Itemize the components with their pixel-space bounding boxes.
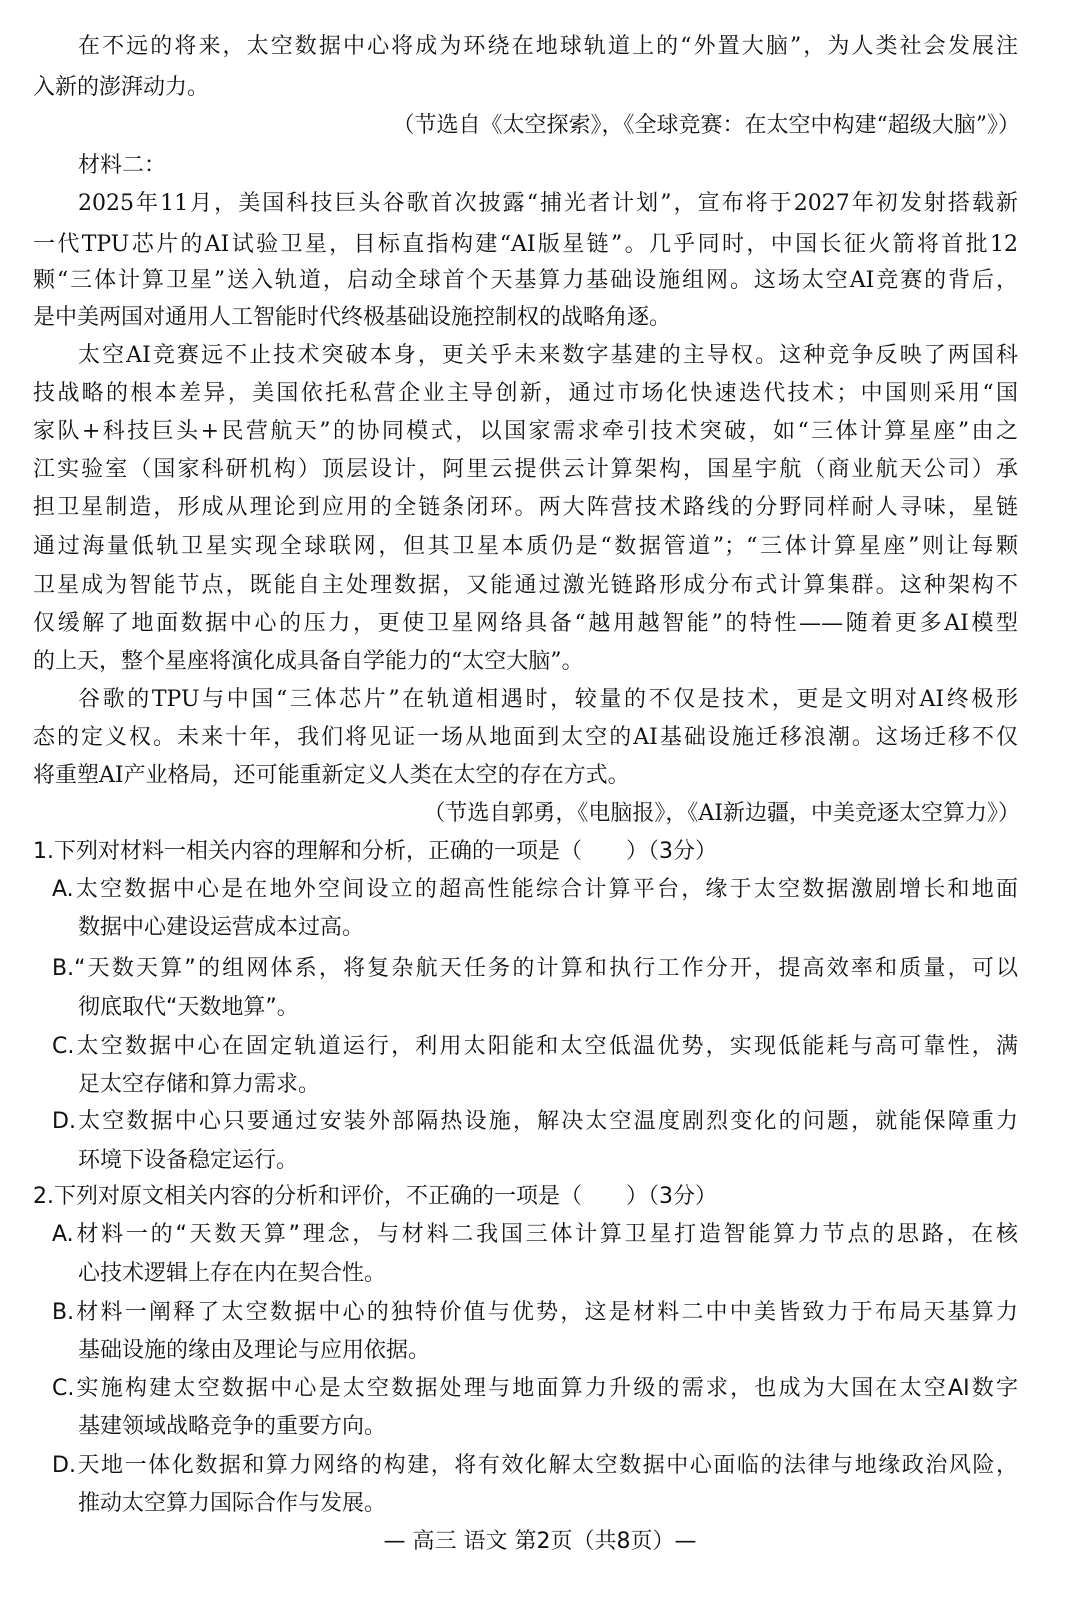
question-2-option-d-line: D.天地一体化数据和算力网络的构建，将有效化解太空数据中心面临的法律与地缘政治风险，	[52, 1453, 1018, 1478]
material1-paragraph-line: 在不远的将来，太空数据中心将成为环绕在地球轨道上的“外置大脑”，为人类社会发展注	[78, 34, 1018, 59]
question-1-option-d-line: D.太空数据中心只要通过安装外部隔热设施，解决太空温度剧烈变化的问题，就能保障重力	[52, 1109, 1018, 1134]
material2-para2-line: 卫星成为智能节点，既能自主处理数据，又能通过激光链路形成分布式计算集群。这种架构不	[33, 573, 1018, 598]
question-1-option-a-line: A.太空数据中心是在地外空间设立的超高性能综合计算平台，缘于太空数据激剧增长和地面	[52, 877, 1018, 902]
material2-para2-line: 技战略的根本差异，美国依托私营企业主导创新，通过市场化快速迭代技术；中国则采用“国	[33, 381, 1018, 406]
question-2-stem: 2.下列对原文相关内容的分析和评价，不正确的一项是（ ）（3分）	[33, 1184, 717, 1209]
material2-para1-line: 一代TPU芯片的AI试验卫星，目标直指构建“AI版星链”。几乎同时，中国长征火箭将首批12	[33, 232, 1018, 257]
material2-para2-line: 通过海量低轨卫星实现全球联网，但其卫星本质仍是“数据管道”；“三体计算星座”则让每颗	[33, 534, 1018, 559]
question-2-option-a-line: 心技术逻辑上存在内在契合性。	[78, 1261, 387, 1286]
material2-para2-line: 的上天，整个星座将演化成具备自学能力的“太空大脑”。	[33, 649, 584, 674]
question-2-option-c-line: C.实施构建太空数据中心是太空数据处理与地面算力升级的需求，也成为大国在太空AI数字	[52, 1376, 1018, 1401]
page-footer: — 高三 语文 第2页（共8页）—	[383, 1529, 697, 1554]
question-1-option-b-line: 彻底取代“天数地算”。	[78, 995, 299, 1020]
question-1-option-c-line: C.太空数据中心在固定轨道运行，利用太阳能和太空低温优势，实现低能耗与高可靠性，满	[52, 1034, 1018, 1059]
question-1-option-b-line: B.“天数天算”的组网体系，将复杂航天任务的计算和执行工作分开，提高效率和质量，可以	[52, 956, 1018, 981]
material2-para2-line: 家队+科技巨头+民营航天”的协同模式，以国家需求牵引技术突破，如“三体计算星座”由之	[33, 419, 1018, 444]
material2-para3-line: 态的定义权。未来十年，我们将见证一场从地面到太空的AI基础设施迁移浪潮。这场迁移不仅	[33, 725, 1018, 750]
material2-para2-line: 仅缓解了地面数据中心的压力，更使卫星网络具备“越用越智能”的特性——随着更多AI模型	[33, 611, 1018, 636]
question-1-option-a-line: 数据中心建设运营成本过高。	[78, 915, 365, 940]
material1-source: （节选自《太空探索》，《全球竞赛：在太空中构建“超级大脑”》）	[392, 113, 1020, 138]
question-2-option-d-line: 推动太空算力国际合作与发展。	[78, 1491, 387, 1516]
material2-para1-line: 颗“三体计算卫星”送入轨道，启动全球首个天基算力基础设施组网。这场太空AI竞赛的背后，	[33, 268, 1018, 293]
question-1-stem: 1.下列对材料一相关内容的理解和分析，正确的一项是（ ）（3分）	[33, 839, 717, 864]
question-2-option-c-line: 基建领域战略竞争的重要方向。	[78, 1414, 387, 1439]
question-2-option-b-line: 基础设施的缘由及理论与应用依据。	[78, 1338, 431, 1363]
material2-para2-line: 担卫星制造，形成从理论到应用的全链条闭环。两大阵营技术路线的分野同样耐人寻味，星链	[33, 495, 1018, 520]
material2-para1-line: 2025年11月，美国科技巨头谷歌首次披露“捕光者计划”，宣布将于2027年初发射搭载新	[78, 191, 1018, 216]
material2-para3-line: 谷歌的TPU与中国“三体芯片”在轨道相遇时，较量的不仅是技术，更是文明对AI终极形	[78, 687, 1018, 712]
question-1-option-c-line: 足太空存储和算力需求。	[78, 1072, 321, 1097]
question-1-option-d-line: 环境下设备稳定运行。	[78, 1148, 299, 1173]
material2-source: （节选自郭勇，《电脑报》，《AI新边疆，中美竞逐太空算力》）	[423, 801, 1020, 826]
material2-para3-line: 将重塑AI产业格局，还可能重新定义人类在太空的存在方式。	[33, 763, 630, 788]
material2-para1-line: 是中美两国对通用人工智能时代终极基础设施控制权的战略角逐。	[33, 305, 672, 330]
question-2-option-b-line: B.材料一阐释了太空数据中心的独特价值与优势，这是材料二中中美皆致力于布局天基算力	[52, 1300, 1018, 1325]
material1-paragraph-line: 入新的澎湃动力。	[33, 75, 210, 100]
material2-heading: 材料二：	[78, 153, 167, 178]
material2-para2-line: 太空AI竞赛远不止技术突破本身，更关乎未来数字基建的主导权。这种竞争反映了两国科	[78, 343, 1018, 368]
material2-para2-line: 江实验室（国家科研机构）顶层设计，阿里云提供云计算架构，国星宇航（商业航天公司）承	[33, 457, 1018, 482]
question-2-option-a-line: A.材料一的“天数天算”理念，与材料二我国三体计算卫星打造智能算力节点的思路，在核	[52, 1222, 1018, 1247]
